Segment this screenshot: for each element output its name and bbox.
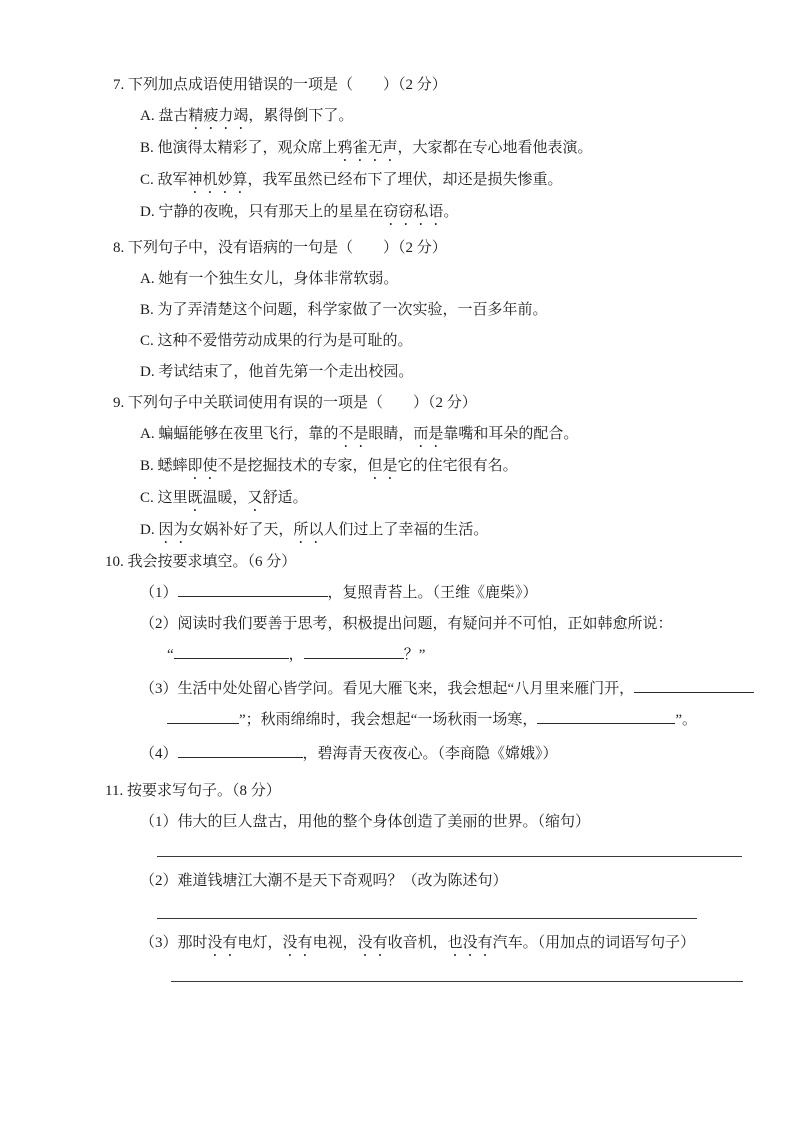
text-run: 舒适。	[262, 490, 308, 506]
emphasized-text: 也没有	[447, 935, 493, 951]
text-run: ，我军虽然已经布下了埋伏，却还是损失惨重。	[247, 172, 563, 188]
emphasized-text: 既	[187, 490, 203, 506]
emphasized-text: 窃窃私语	[383, 204, 444, 220]
question-10-item-3-line-1	[140, 674, 745, 705]
text-run: （3）那时	[140, 935, 208, 951]
text-run: 女娲补好了天，	[188, 522, 294, 538]
text-run: 收音机，	[387, 935, 448, 951]
question-11-item-2	[140, 866, 745, 897]
question-8-option-d	[140, 357, 745, 388]
question-9-option-d	[140, 515, 745, 547]
text-run: 眼睛，	[368, 426, 414, 442]
text-run: （4）	[140, 746, 178, 762]
emphasized-text: 没有	[282, 935, 313, 951]
question-11-item-3	[140, 928, 745, 960]
question-11-title	[105, 776, 745, 807]
question-9-option-a	[140, 419, 745, 451]
text-run: A. 蝙蝠能够在夜里飞行，靠的	[140, 426, 339, 442]
text-run: C. 敌军	[140, 172, 188, 188]
emphasized-text: 但是	[367, 458, 398, 474]
text-run: 7. 下列加点成语使用错误的一项是（ ）（2 分）	[113, 77, 447, 93]
question-10-title	[105, 547, 745, 578]
text-run: ，	[288, 647, 304, 663]
question-8-title	[113, 233, 745, 264]
question-10	[105, 547, 745, 770]
emphasized-text: 没有	[357, 935, 388, 951]
emphasized-text: 即使	[187, 458, 218, 474]
text-run: ”。	[675, 712, 697, 728]
question-7-option-c	[140, 165, 745, 197]
text-run: 8. 下列句子中，没有语病的一句是（ ）（2 分）	[113, 240, 447, 256]
fill-in-blank	[634, 678, 754, 693]
fill-in-blank	[178, 582, 328, 597]
text-run: 电视，	[312, 935, 358, 951]
fill-in-blank	[537, 709, 675, 724]
text-run: B. 为了弄清楚这个问题，科学家做了一次实验，一百多年前。	[140, 302, 548, 318]
question-8-option-b	[140, 295, 745, 326]
question-7-option-a	[140, 101, 745, 133]
emphasized-text: 没有	[207, 935, 238, 951]
text-run: ，碧海青天夜夜心。（李商隐《嫦娥》）	[302, 746, 558, 762]
answer-line-3	[171, 981, 743, 982]
fill-in-blank	[174, 644, 289, 659]
text-run: 不是挖掘技术的专家，	[217, 458, 368, 474]
question-7-option-b	[140, 133, 745, 165]
text-run: ，大家都在专心地看他表演。	[397, 140, 593, 156]
text-run: 汽车。（用加点的词语写句子）	[492, 935, 696, 951]
text-run: D.	[140, 522, 159, 538]
question-10-item-2-line-1	[140, 609, 745, 640]
text-run: 人们过上了幸福的生活。	[323, 522, 489, 538]
text-run: A. 盘古	[140, 108, 189, 124]
text-run: ，复照青苔上。（王维《鹿柴》）	[327, 585, 538, 601]
question-11-item-1	[140, 807, 745, 838]
text-run: （1）	[140, 585, 178, 601]
emphasized-text: 所以	[293, 522, 324, 538]
question-9	[105, 388, 745, 547]
text-run: “	[167, 647, 174, 663]
question-7-option-d	[140, 197, 745, 229]
text-run: C. 这种不爱惜劳动成果的行为是可耻的。	[140, 333, 413, 349]
question-7-title	[113, 70, 745, 101]
question-8-option-a	[140, 264, 745, 295]
emphasized-text: 不是	[338, 426, 369, 442]
text-run: 靠嘴和耳朵的配合。	[443, 426, 579, 442]
text-run: （1）伟大的巨人盘古，用他的整个身体创造了美丽的世界。（缩句）	[140, 814, 591, 830]
question-10-item-2-line-2	[167, 640, 745, 671]
question-9-option-c	[140, 483, 745, 515]
text-run: （3）生活中处处留心皆学问。看见大雁飞来，我会想起“八月里来雁门开，	[140, 681, 635, 697]
text-run: ”；秋雨绵绵时，我会想起“一场秋雨一场寒，	[239, 712, 538, 728]
text-run: D. 考试结束了，他首先第一个走出校园。	[140, 364, 414, 380]
question-8	[105, 233, 745, 388]
question-10-item-1	[140, 578, 745, 609]
answer-line-2	[157, 918, 697, 919]
text-run: 电灯，	[237, 935, 283, 951]
emphasized-text: 又	[247, 490, 263, 506]
answer-line-1	[157, 856, 742, 857]
fill-in-blank	[167, 709, 239, 724]
text-run: A. 她有一个独生女儿，身体非常软弱。	[140, 271, 399, 287]
question-10-item-4	[140, 739, 745, 770]
text-run: C. 这里	[140, 490, 188, 506]
question-9-option-b	[140, 451, 745, 483]
text-run: 。	[443, 204, 459, 220]
text-run: ，累得倒下了。	[248, 108, 354, 124]
question-9-title	[113, 388, 745, 419]
text-run: 温暖，	[202, 490, 248, 506]
fill-in-blank	[178, 743, 303, 758]
text-run: ？”	[403, 647, 426, 663]
emphasized-text: 鸦雀无声	[337, 140, 398, 156]
emphasized-text: 而是	[413, 426, 444, 442]
question-8-option-c	[140, 326, 745, 357]
text-run: B. 蟋蟀	[140, 458, 188, 474]
text-run: 10. 我会按要求填空。（6 分）	[105, 554, 297, 570]
text-run: 9. 下列句子中关联词使用有误的一项是（ ）（2 分）	[113, 395, 477, 411]
emphasized-text: 因为	[158, 522, 189, 538]
text-run: 它的住宅很有名。	[397, 458, 518, 474]
emphasized-text: 神机妙算	[187, 172, 248, 188]
text-run: 11. 按要求写句子。（8 分）	[105, 783, 281, 799]
question-11	[105, 776, 745, 982]
question-10-item-3-line-2	[167, 705, 745, 736]
fill-in-blank	[304, 644, 404, 659]
question-7	[105, 70, 745, 229]
emphasized-text: 精疲力竭	[188, 108, 249, 124]
text-run: D. 宁静的夜晚，只有那天上的星星在	[140, 204, 384, 220]
text-run: B. 他演得太精彩了，观众席上	[140, 140, 338, 156]
text-run: （2）阅读时我们要善于思考，积极提出问题，有疑问并不可怕，正如韩愈所说：	[140, 616, 673, 632]
text-run: （2）难道钱塘江大潮不是天下奇观吗？（改为陈述句）	[140, 873, 508, 889]
